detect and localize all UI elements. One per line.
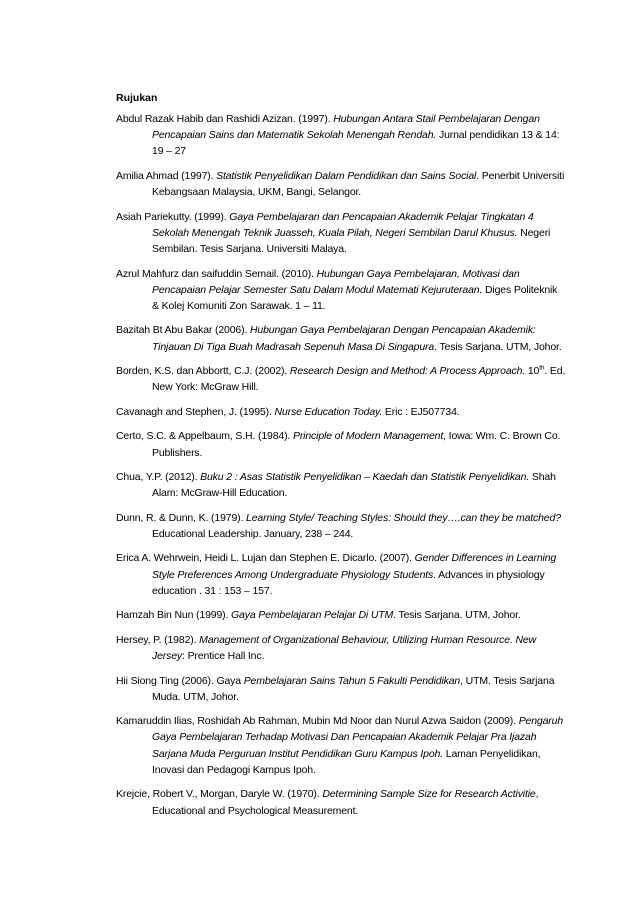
reference-authors: Krejcie, Robert V., Morgan, Daryle W. (1970). — [116, 788, 323, 801]
reference-details: Jurnal pendidikan 13 & 14: 19 – 27 — [152, 129, 560, 158]
reference-details: Laman Penyelidikan, Inovasi dan Pedagogi Kampus Ipoh. — [152, 747, 541, 776]
reference-authors: Hii Siong Ting (2006). Gaya — [116, 674, 244, 687]
reference-title: Statistik Penyelidikan Dalam Pendidikan dan Sains Social — [216, 169, 477, 182]
reference-title: Buku 2 : Asas Statistik Penyelidikan – Kaedah dan Statistik Penyelidikan. — [200, 471, 530, 484]
reference-entry — [116, 404, 566, 420]
reference-details: . Tesis Sarjana. UTM, Johor. — [434, 340, 562, 353]
reference-authors: Bazitah Bt Abu Bakar (2006). — [116, 324, 250, 337]
reference-authors: Chua, Y.P. (2012). — [116, 471, 201, 484]
reference-entry — [116, 632, 566, 664]
reference-entry — [116, 428, 566, 460]
references-section — [116, 91, 566, 827]
reference-title: Hubungan Antara Stail Pembelajaran Dengan Pencapaian Sains dan Matematik Sekolah Menengah Rendah. — [152, 113, 540, 142]
reference-details: Shah Alam: McGraw-Hill Education. — [152, 471, 556, 500]
reference-entry — [116, 607, 566, 623]
reference-title: Gaya Pembelajaran Pelajar Di UTM — [231, 609, 394, 622]
reference-authors: Azrul Mahfurz dan saifuddin Semail. (2010). — [116, 267, 317, 280]
reference-title: Hubungan Gaya Pembelajaran, Motivasi dan Pencapaian Pelajar Semester Satu Dalam Modul Matemati Kejuruteraan. — [152, 267, 520, 296]
reference-details: , Iowa: Wm. C. Brown Co. Publishers. — [152, 430, 561, 459]
reference-details: , Educational and Psychological Measurement. — [152, 788, 539, 817]
reference-details: : Prentice Hall Inc. — [182, 650, 265, 663]
reference-details: Negeri Sembilan. Tesis Sarjana. Universiti Malaya. — [152, 226, 551, 256]
reference-details: Diges Politeknik & Kolej Komuniti Zon Sarawak. 1 – 11. — [152, 283, 558, 312]
reference-edition: 10 — [525, 365, 540, 378]
reference-title: Principle of Modern Management — [292, 430, 444, 443]
reference-details: Eric : EJ507734. — [382, 405, 460, 418]
reference-title: Nurse Education Today. — [274, 405, 383, 418]
reference-entry — [116, 168, 566, 200]
reference-title: Learning Style/ Teaching Styles: Should they….can they be matched? — [246, 511, 561, 524]
reference-authors: Kamaruddin Ilias, Roshidah Ab Rahman, Mubin Md Noor dan Nurul Azwa Saidon (2009). — [116, 715, 519, 728]
reference-authors: Dunn, R. & Dunn, K. (1979). — [116, 511, 247, 524]
reference-details: . Ed. New York: McGraw Hill. — [152, 365, 566, 394]
reference-details: . Penerbit Universiti Kebangsaan Malaysia, UKM, Bangi, Selangor. — [152, 169, 565, 199]
reference-entry — [116, 209, 566, 258]
reference-entry — [116, 363, 566, 395]
reference-entry — [116, 550, 566, 599]
reference-edition-suffix: th — [539, 364, 545, 372]
reference-entry — [116, 510, 566, 542]
reference-authors: Certo, S.C. & Appelbaum, S.H. (1984). — [116, 430, 293, 443]
reference-details: . Tesis Sarjana. UTM, Johor. — [393, 609, 521, 622]
reference-authors: Erica A. Wehrwein, Heidi L. Lujan dan Stephen E. Dicarlo. (2007). — [116, 552, 415, 565]
reference-details: , UTM. Tesis Sarjana Muda. UTM, Johor. — [152, 674, 555, 703]
reference-entry — [116, 322, 566, 354]
reference-entry — [116, 673, 566, 705]
reference-authors: Hamzah Bin Nun (1999). — [116, 609, 232, 622]
reference-title: Hubungan Gaya Pembelajaran Dengan Pencapaian Akademik: Tinjauan Di Tiga Buah Madrasah Sepenuh Masa Di Singapura — [152, 324, 536, 353]
reference-title: Gender Differences in Learning Style Preferences Among Undergraduate Physiology Students — [152, 552, 557, 581]
reference-authors: Asiah Pariekutty. (1999). — [116, 210, 230, 223]
reference-authors: Amilia Ahmad (1997). — [116, 169, 217, 182]
reference-title: Determining Sample Size for Research Activitie — [322, 788, 536, 801]
reference-entry — [116, 786, 566, 818]
reference-entry — [116, 111, 566, 160]
reference-title: Gaya Pembelajaran dan Pencapaian Akademik Pelajar Tingkatan 4 Sekolah Menengah Teknik Juasseh, Kuala Pilah, Negeri Sembilan Darul Khusus. — [152, 210, 534, 239]
reference-entry — [116, 713, 566, 778]
reference-authors: Borden, K.S. dan Abbortt, C.J. (2002). — [116, 365, 290, 378]
reference-authors: Cavanagh and Stephen, J. (1995). — [116, 405, 275, 418]
page-title: Rujukan — [116, 92, 158, 104]
reference-title: Research Design and Method: A Process Approach. — [289, 365, 526, 378]
reference-authors: Abdul Razak Habib dan Rashidi Azizan. (1997). — [116, 113, 334, 125]
reference-details: Educational Leadership. January, 238 – 244. — [152, 527, 354, 540]
reference-title: Pengaruh Gaya Pembelajaran Terhadap Motivasi Dan Pencapaian Akademik Pelajar Pra Ijazah Sarjana Muda Perguruan Institut Pendidikan Guru Kampus Ipoh. — [152, 715, 564, 760]
reference-entry — [116, 266, 566, 315]
reference-title: Pembelajaran Sains Tahun 5 Fakulti Pendidikan — [243, 674, 461, 687]
reference-authors: Hersey, P. (1982). — [116, 633, 200, 646]
reference-list — [116, 111, 566, 819]
reference-entry — [116, 469, 566, 501]
reference-title: Management of Organizational Behaviour, Utilizing Human Resource. New Jersey — [152, 633, 537, 663]
reference-details: . Advances in physiology education . 31 : 153 – 157. — [152, 568, 545, 597]
